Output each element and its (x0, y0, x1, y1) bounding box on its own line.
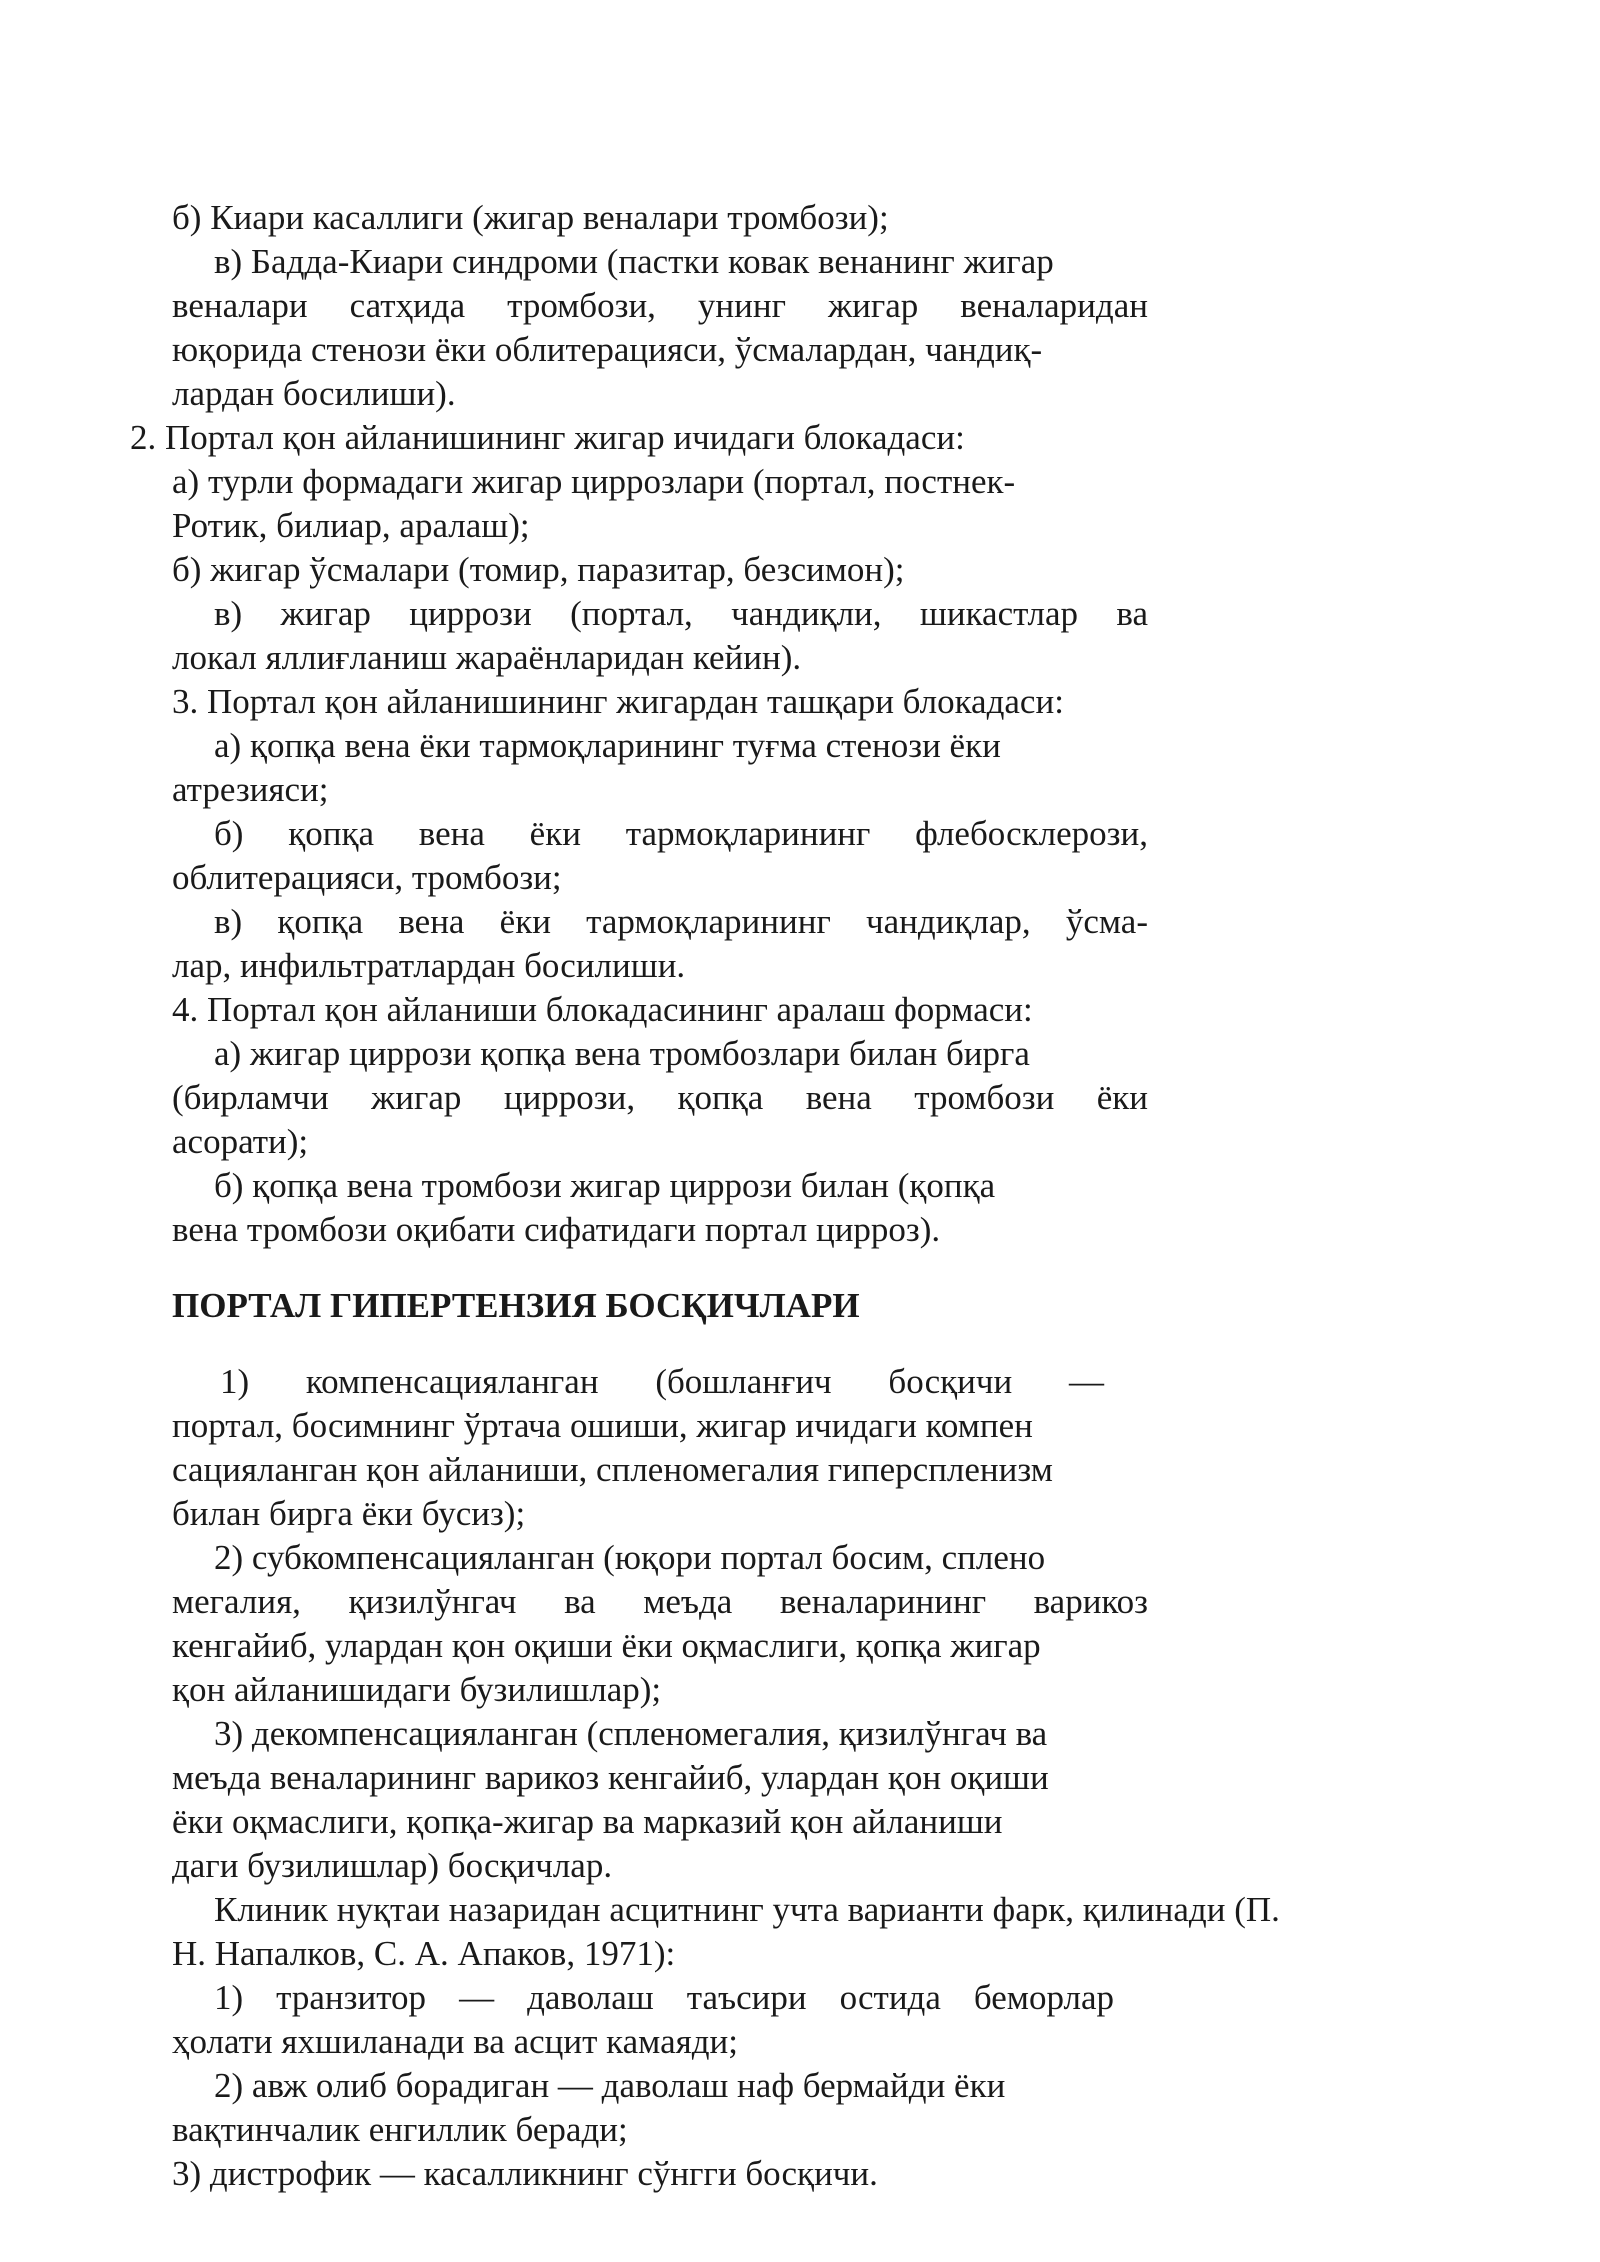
text-line: в) қопқа вена ёки тармоқларининг чандиқлар, ўсма- (214, 902, 1148, 941)
text-line: а) жигар циррози қопқа вена тромбозлари билан бирга (214, 1034, 1030, 1073)
text-line: б) Киари касаллиги (жигар веналари тромбози); (172, 198, 889, 237)
text-line: б) қопқа вена ёки тармоқларининг флебосклерози, (214, 814, 1148, 853)
text-line: б) жигар ўсмалари (томир, паразитар, безсимон); (172, 550, 905, 589)
text-line: а) турли формадаги жигар циррозлари (портал, постнек- (172, 462, 1016, 501)
text-line: 3) дистрофик — касалликнинг сўнгги босқичи. (172, 2154, 878, 2193)
text-line: вена тромбози оқибати сифатидаги портал цирроз). (172, 1210, 941, 1249)
text-line: 3. Портал қон айланишининг жигардан ташқари блокадаси: (172, 682, 1064, 721)
text-line: в) Бадда-Киари синдроми (пастки ковак венанинг жигар (214, 242, 1054, 281)
text-line: в) жигар циррози (портал, чандиқли, шикастлар ва (214, 594, 1148, 633)
text-line: вақтинчалик енгиллик беради; (172, 2110, 628, 2149)
text-line: 2) авж олиб борадиган — даволаш наф бермайди ёки (214, 2066, 1006, 2105)
text-line: 1) компенсацияланган (бошланғич босқичи — (220, 1362, 1104, 1401)
section-heading: ПОРТАЛ ГИПЕРТЕНЗИЯ БОСҚИЧЛАРИ (172, 1286, 860, 1325)
text-line: билан бирга ёки бусиз); (172, 1494, 526, 1533)
text-line: кенгайиб, улардан қон оқиши ёки оқмаслиги, қопқа жигар (172, 1626, 1041, 1665)
text-line: облитерацияси, тромбози; (172, 858, 562, 897)
text-line: а) қопқа вена ёки тармоқларининг туғма стенози ёки (214, 726, 1001, 765)
text-line: даги бузилишлар) босқичлар. (172, 1846, 613, 1885)
text-line: портал, босимнинг ўртача ошиши, жигар ичидаги компен (172, 1406, 1033, 1445)
text-line: лардан босилиши). (172, 374, 456, 413)
text-line: веналари сатҳида тромбози, унинг жигар веналаридан (172, 286, 1148, 325)
text-line: Ротик, билиар, аралаш); (172, 506, 530, 545)
text-line: локал яллиғланиш жараёнларидан кейин). (172, 638, 802, 677)
text-line: қон айланишидаги бузилишлар); (172, 1670, 662, 1709)
text-line: меъда веналарининг варикоз кенгайиб, улардан қон оқиши (172, 1758, 1049, 1797)
text-line: Клиник нуқтаи назаридан асцитнинг учта варианти фарк, қилинади (П. (214, 1890, 1280, 1929)
text-line: ҳолати яхшиланади ва асцит камаяди; (172, 2022, 738, 2061)
text-line: 1) транзитор — даволаш таъсири остида беморлар (214, 1978, 1114, 2017)
text-line: асорати); (172, 1122, 309, 1161)
text-line: б) қопқа вена тромбози жигар циррози билан (қопқа (214, 1166, 996, 1205)
text-line: лар, инфильтратлардан босилиши. (172, 946, 686, 985)
text-line: ёки оқмаслиги, қопқа-жигар ва марказий қон айланиши (172, 1802, 1003, 1841)
text-line: сацияланган қон айланиши, спленомегалия гиперспленизм (172, 1450, 1053, 1489)
text-line: 2) субкомпенсацияланган (юқори портал босим, сплено (214, 1538, 1046, 1577)
text-line: 2. Портал қон айланишининг жигар ичидаги блокадаси: (130, 418, 965, 457)
text-line: 3) декомпенсацияланган (спленомегалия, қизилўнгач ва (214, 1714, 1048, 1753)
text-line: атрезияси; (172, 770, 329, 809)
text-line: Н. Напалков, С. А. Апаков, 1971): (172, 1934, 676, 1973)
text-line: юқорида стенози ёки облитерацияси, ўсмалардан, чандиқ- (172, 330, 1043, 369)
text-line: (бирламчи жигар циррози, қопқа вена тромбози ёки (172, 1078, 1148, 1117)
text-line: мегалия, қизилўнгач ва меъда веналарининг варикоз (172, 1582, 1148, 1621)
text-line: 4. Портал қон айланиши блокадасининг аралаш формаси: (172, 990, 1033, 1029)
